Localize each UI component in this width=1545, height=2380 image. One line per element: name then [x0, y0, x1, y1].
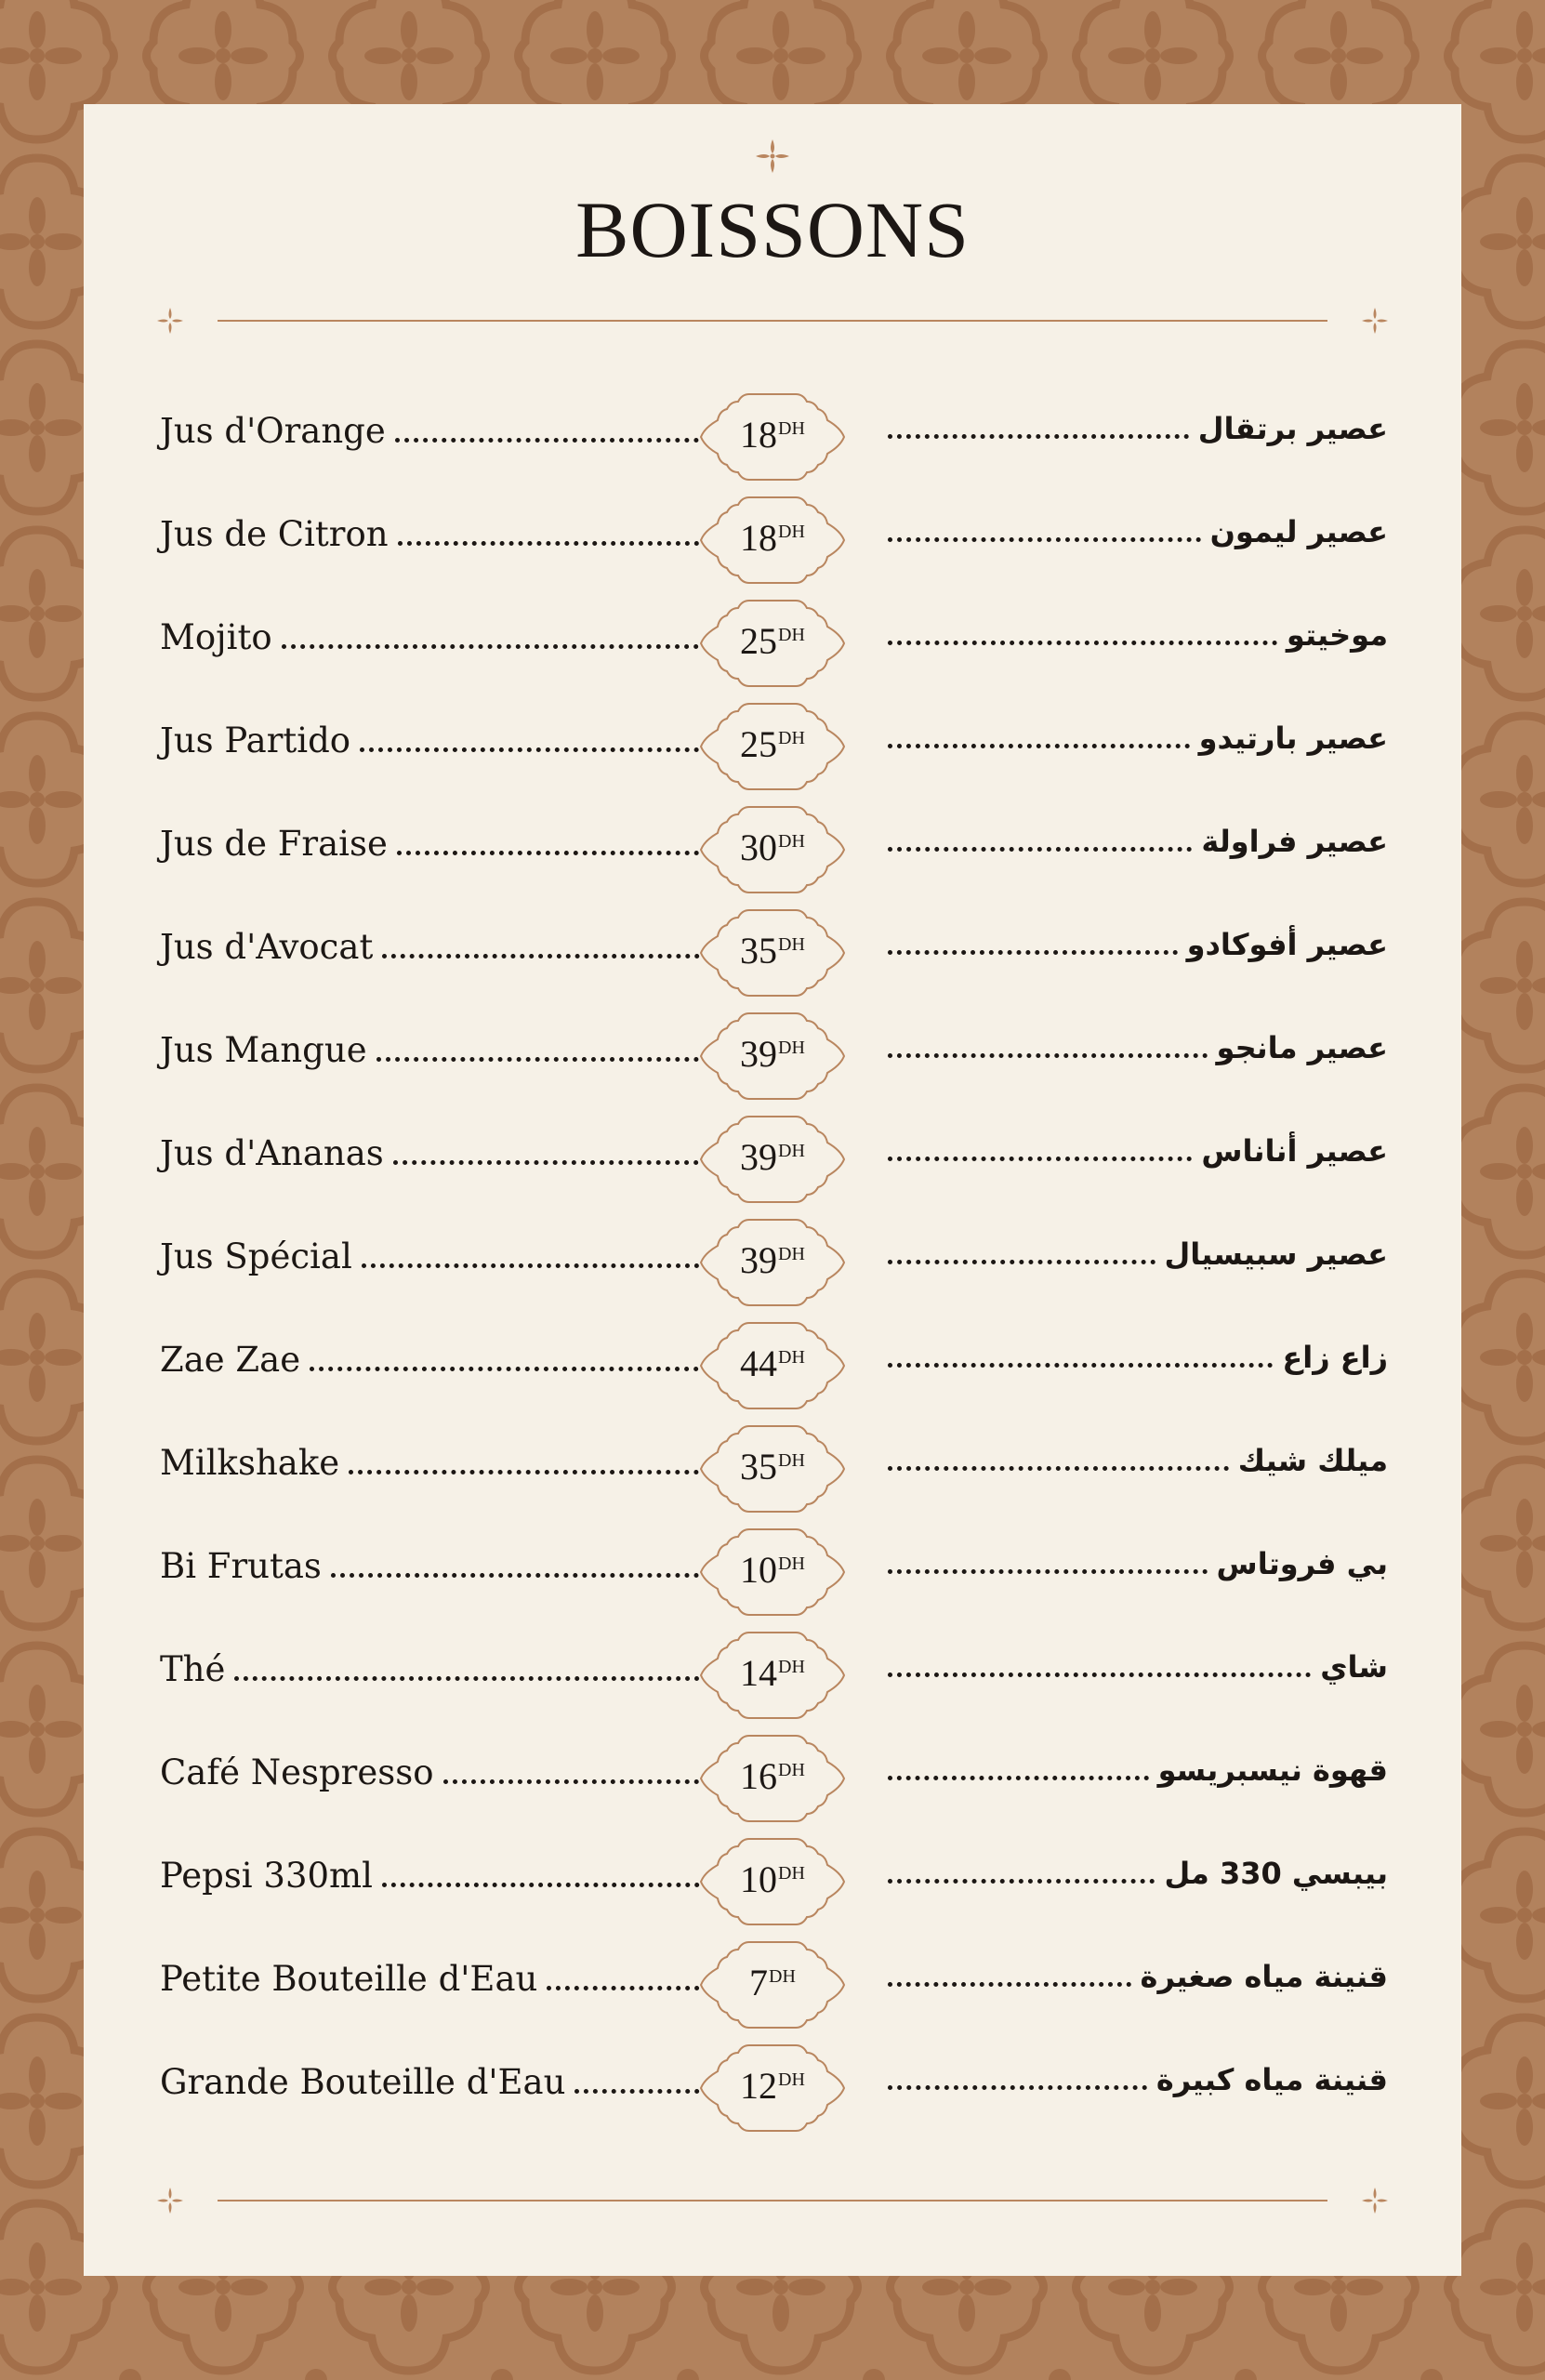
item-name-french: Jus de Fraise: [160, 824, 388, 864]
menu-item-row: [84, 597, 1461, 690]
dot-leader: [395, 438, 746, 443]
item-name-french: Mojito: [160, 617, 272, 657]
menu-item-row: [84, 1010, 1461, 1103]
french-item-cell: [160, 1546, 746, 1598]
menu-item-row: [84, 1629, 1461, 1722]
price-amount: 35: [740, 930, 778, 972]
item-name-arabic: عصير ليمون: [1209, 514, 1388, 549]
currency-label: DH: [778, 1760, 805, 1780]
price-badge: [695, 1938, 850, 2031]
arabic-item-cell: [888, 1959, 1388, 2011]
arabic-item-cell: [888, 411, 1388, 463]
menu-item-row: [84, 1938, 1461, 2031]
french-item-cell: [160, 1443, 746, 1495]
currency-label: DH: [778, 1863, 805, 1884]
menu-item-row: [84, 1526, 1461, 1619]
arabic-item-cell: [888, 1443, 1388, 1495]
price-amount: 39: [740, 1033, 778, 1075]
price-value: [695, 1964, 850, 2002]
price-badge: [695, 597, 850, 690]
arabic-item-cell: [888, 1856, 1388, 1908]
item-name-arabic: عصير بارتيدو: [1198, 721, 1388, 756]
price-badge: [695, 700, 850, 793]
price-amount: 10: [740, 1549, 778, 1591]
dot-leader: [888, 434, 1189, 439]
price-badge: [695, 390, 850, 483]
dot-leader: [397, 851, 746, 855]
price-badge: [695, 906, 850, 999]
menu-item-row: [84, 1835, 1461, 1928]
item-name-french: Pepsi 330ml: [160, 1856, 373, 1896]
french-item-cell: [160, 1752, 746, 1805]
item-name-arabic: عصير أفوكادو: [1186, 927, 1388, 962]
item-name-arabic: قهوة نيسبريسو: [1157, 1752, 1388, 1788]
french-item-cell: [160, 927, 746, 979]
price-badge: [695, 1422, 850, 1515]
dot-leader: [888, 1569, 1208, 1574]
price-badge: [695, 1732, 850, 1825]
price-badge: [695, 1835, 850, 1928]
item-name-french: Bi Frutas: [160, 1546, 322, 1586]
french-item-cell: [160, 1959, 746, 2011]
item-name-french: Petite Bouteille d'Eau: [160, 1959, 538, 1999]
currency-label: DH: [778, 1141, 805, 1161]
menu-card: [84, 104, 1461, 2276]
arabic-item-cell: [888, 1340, 1388, 1392]
item-name-arabic: عصير مانجو: [1216, 1030, 1388, 1065]
arabic-item-cell: [888, 617, 1388, 669]
price-value: [695, 517, 850, 559]
price-badge: [695, 1319, 850, 1412]
price-amount: 7: [749, 1962, 769, 2003]
dot-leader: [382, 954, 746, 959]
price-value: [695, 1755, 850, 1797]
price-value: [695, 1549, 850, 1591]
arabic-item-cell: [888, 2062, 1388, 2114]
item-name-french: Jus Mangue: [160, 1030, 367, 1070]
menu-item-row: [84, 1422, 1461, 1515]
price-value: [695, 826, 850, 868]
item-name-arabic: بيبسي 330 مل: [1164, 1856, 1388, 1891]
price-amount: 44: [740, 1342, 778, 1384]
price-value: [695, 1136, 850, 1178]
french-item-cell: [160, 1649, 746, 1701]
price-badge: [695, 803, 850, 896]
french-item-cell: [160, 514, 746, 566]
currency-label: DH: [778, 418, 805, 439]
price-value: [695, 1448, 850, 1486]
price-badge: [695, 1629, 850, 1722]
item-name-arabic: بي فروتاس: [1216, 1546, 1388, 1581]
price-badge: [695, 1216, 850, 1309]
dot-leader: [331, 1573, 746, 1578]
currency-label: DH: [778, 1347, 805, 1368]
arabic-item-cell: [888, 1649, 1388, 1701]
currency-label: DH: [778, 1244, 805, 1264]
item-name-arabic: عصير سبيسيال: [1164, 1236, 1388, 1272]
dot-leader: [888, 744, 1190, 748]
currency-label: DH: [778, 934, 805, 955]
item-name-arabic: موخيتو: [1286, 617, 1388, 653]
price-badge: [695, 1010, 850, 1103]
price-value: [695, 620, 850, 662]
item-name-french: Thé: [160, 1649, 226, 1689]
dot-leader: [888, 1363, 1273, 1368]
arabic-item-cell: [888, 1752, 1388, 1805]
currency-label: DH: [778, 1657, 805, 1677]
dot-leader: [888, 1157, 1192, 1161]
currency-label: DH: [769, 1966, 796, 1987]
price-value: [695, 723, 850, 765]
dot-leader: [888, 1466, 1229, 1471]
ornamental-divider: [156, 2187, 1389, 2215]
dot-leader: [393, 1160, 746, 1165]
price-amount: 30: [740, 826, 778, 868]
item-name-arabic: قنينة مياه كبيرة: [1155, 2062, 1388, 2097]
item-name-arabic: عصير أناناس: [1201, 1133, 1388, 1169]
french-item-cell: [160, 411, 746, 463]
currency-label: DH: [778, 2069, 805, 2090]
price-amount: 25: [740, 620, 778, 662]
item-name-french: Grande Bouteille d'Eau: [160, 2062, 566, 2102]
price-value: [695, 1239, 850, 1281]
french-item-cell: [160, 1340, 746, 1392]
currency-label: DH: [778, 728, 805, 748]
menu-item-row: [84, 2042, 1461, 2135]
menu-item-row: [84, 1113, 1461, 1206]
dot-leader: [888, 641, 1277, 645]
currency-label: DH: [778, 522, 805, 542]
currency-label: DH: [778, 1450, 805, 1471]
french-item-cell: [160, 721, 746, 773]
arabic-item-cell: [888, 927, 1388, 979]
item-name-french: Jus d'Ananas: [160, 1133, 384, 1173]
price-badge: [695, 2042, 850, 2135]
item-name-french: Jus Spécial: [160, 1236, 352, 1276]
dot-leader: [398, 541, 746, 546]
price-amount: 39: [740, 1136, 778, 1178]
dot-leader: [888, 1982, 1131, 1987]
french-item-cell: [160, 2062, 746, 2114]
arabic-item-cell: [888, 514, 1388, 566]
menu-item-row: [84, 700, 1461, 793]
french-item-cell: [160, 824, 746, 876]
item-name-french: Milkshake: [160, 1443, 340, 1483]
dot-leader: [376, 1057, 746, 1062]
page-title: BOISSONS: [575, 185, 970, 274]
arabic-item-cell: [888, 1546, 1388, 1598]
item-name-french: Jus d'Orange: [160, 411, 386, 451]
price-value: [695, 932, 850, 970]
dot-leader: [888, 1053, 1208, 1058]
price-badge: [695, 494, 850, 587]
price-amount: 39: [740, 1239, 778, 1281]
price-value: [695, 1342, 850, 1384]
arabic-item-cell: [888, 1133, 1388, 1185]
drinks-menu-list: [84, 104, 1461, 2276]
price-value: [695, 1858, 850, 1900]
item-name-arabic: شاي: [1320, 1649, 1388, 1685]
price-amount: 35: [740, 1446, 778, 1488]
currency-label: DH: [778, 625, 805, 645]
price-value: [695, 416, 850, 454]
menu-item-row: [84, 803, 1461, 896]
arabic-item-cell: [888, 1236, 1388, 1289]
dot-leader: [888, 1673, 1311, 1677]
dot-leader: [888, 1776, 1149, 1780]
dot-leader: [888, 1260, 1155, 1264]
price-amount: 14: [740, 1652, 778, 1694]
price-amount: 12: [740, 2065, 778, 2107]
dot-leader: [888, 2085, 1147, 2090]
dot-leader: [888, 847, 1192, 852]
item-name-french: Jus Partido: [160, 721, 351, 760]
arabic-item-cell: [888, 721, 1388, 773]
item-name-arabic: عصير فراولة: [1201, 824, 1388, 859]
arabic-item-cell: [888, 1030, 1388, 1082]
item-name-french: Jus de Citron: [160, 514, 389, 554]
price-amount: 18: [740, 517, 778, 559]
menu-item-row: [84, 1319, 1461, 1412]
dot-leader: [360, 747, 746, 752]
item-name-french: Café Nespresso: [160, 1752, 434, 1792]
dot-leader: [282, 644, 746, 649]
menu-item-row: [84, 494, 1461, 587]
currency-label: DH: [778, 831, 805, 852]
french-item-cell: [160, 1030, 746, 1082]
currency-label: DH: [778, 1554, 805, 1574]
dot-leader: [310, 1367, 746, 1371]
price-badge: [695, 1113, 850, 1206]
menu-item-row: [84, 1732, 1461, 1825]
french-item-cell: [160, 617, 746, 669]
price-value: [695, 2065, 850, 2107]
price-amount: 16: [740, 1755, 778, 1797]
price-amount: 18: [740, 414, 778, 456]
item-name-french: Jus d'Avocat: [160, 927, 374, 967]
arabic-item-cell: [888, 824, 1388, 876]
currency-label: DH: [778, 1038, 805, 1058]
price-amount: 25: [740, 723, 778, 765]
french-item-cell: [160, 1236, 746, 1289]
menu-item-row: [84, 1216, 1461, 1309]
menu-item-row: [84, 906, 1461, 999]
menu-item-row: [84, 390, 1461, 483]
dot-leader: [888, 950, 1178, 955]
item-name-french: Zae Zae: [160, 1340, 301, 1380]
price-badge: [695, 1526, 850, 1619]
item-name-arabic: زاع زاع: [1282, 1340, 1388, 1375]
french-item-cell: [160, 1133, 746, 1185]
dot-leader: [234, 1676, 746, 1681]
item-name-arabic: قنينة مياه صغيرة: [1140, 1959, 1388, 1994]
price-amount: 10: [740, 1858, 778, 1900]
dot-leader: [382, 1883, 746, 1887]
dot-leader: [349, 1470, 746, 1474]
item-name-arabic: عصير برتقال: [1197, 411, 1388, 446]
dot-leader: [888, 1879, 1155, 1884]
dot-leader: [362, 1263, 746, 1268]
price-value: [695, 1652, 850, 1694]
price-value: [695, 1033, 850, 1075]
item-name-arabic: ميلك شيك: [1237, 1443, 1388, 1478]
dot-leader: [888, 537, 1201, 542]
french-item-cell: [160, 1856, 746, 1908]
